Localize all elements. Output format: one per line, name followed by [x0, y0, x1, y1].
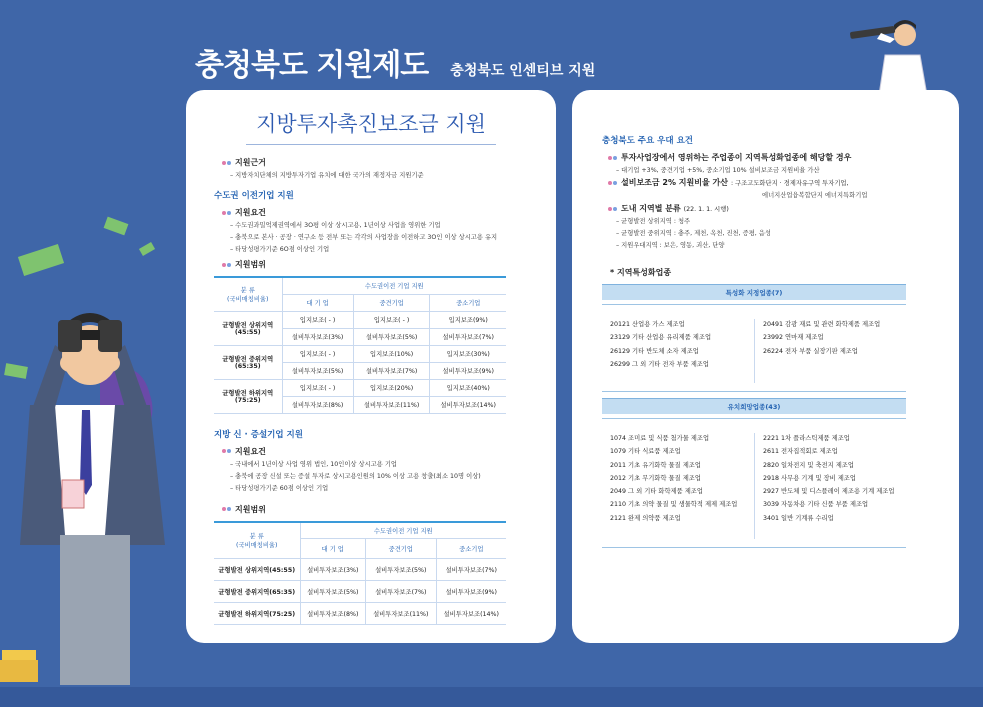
list-item: 26224 전자 부품 실장기판 제조업 — [763, 347, 858, 355]
table-row: 설비투자보조(3%) 설비투자보조(5%) 설비투자보조(7%) — [214, 328, 506, 345]
local-heading: 지방 신 · 증설기업 지원 — [214, 429, 303, 440]
attraction-box — [602, 398, 906, 548]
list-item: 2110 기초 의약 물질 및 생물학적 제제 제조업 — [610, 501, 738, 509]
panel-title: 지방투자촉진보조금 지원 — [256, 112, 486, 136]
right-panel — [572, 90, 959, 643]
local-support-table — [214, 521, 506, 626]
attraction-title: 유치희망업종(43) — [602, 398, 906, 414]
preference-2-label: 설비보조금 2% 지원비율 가산 : 구조고도화단지 · 경제자유구역 투자기업, — [608, 177, 959, 188]
table-row: 균형발전 상위지역(45:55) 설비투자보조(3%) 설비투자보조(5%) 설비투자보조(7%) — [214, 559, 506, 581]
metro-req-label: 지원요건 — [222, 207, 556, 218]
special-designated-title: 특성화 지정업종(7) — [602, 284, 906, 300]
man-with-telescope-illustration — [845, 15, 945, 95]
list-item: 2011 기초 유기화학 물질 제조업 — [610, 461, 701, 469]
region-line-1: – 균형발전 상위지역 : 청주 — [616, 218, 691, 225]
left-panel — [186, 90, 556, 643]
bottom-band — [0, 687, 983, 707]
list-item: 2049 그 외 기타 화학제품 제조업 — [610, 488, 703, 496]
list-item: 2221 1차 플라스틱제품 제조업 — [763, 435, 850, 442]
table-header-group: 분 류 (국비매칭비율) — [214, 277, 282, 311]
metro-support-table — [214, 276, 506, 414]
region-line-3: – 지원우대지역 : 보은, 영동, 괴산, 단양 — [616, 242, 725, 249]
list-item: 1079 기타 식료품 제조업 — [610, 448, 681, 456]
region-line-2: – 균형발전 중위지역 : 충주, 제천, 옥천, 진천, 증평, 음성 — [616, 230, 771, 237]
local-req-label: 지원요건 — [222, 446, 556, 457]
local-req-3: – 타당성평가기준 60점 이상인 기업 — [230, 484, 329, 492]
table-row: 설비투자보조(8%) 설비투자보조(11%) 설비투자보조(14%) — [214, 396, 506, 413]
metro-heading: 수도권 이전기업 지원 — [214, 191, 294, 201]
table-row: 균형발전 상위지역 (45:55) 입지보조( - ) 입지보조( - ) 입지보조(9%) — [214, 311, 506, 328]
local-req-1: – 국내에서 1년이상 사업 영위 법인, 10인이상 상시고용 기업 — [230, 460, 398, 468]
list-item: 20121 산업용 가스 제조업 — [610, 321, 685, 328]
list-item: 3039 자동차용 기타 신품 부품 제조업 — [763, 501, 869, 509]
page-header — [195, 40, 595, 84]
metro-req-1: – 수도권과밀억제권역에서 3O평 이상 상시고용, 1년이상 사업을 영위한 기업 — [230, 222, 441, 229]
special-industry-title: * 지역특성화업종 — [610, 268, 672, 277]
table-col-small: 중소기업 — [430, 294, 506, 311]
metro-scope-label: 지원범위 — [222, 259, 556, 270]
table-col-mid: 중견기업 — [366, 539, 437, 559]
list-item: 2820 일차전지 및 축전지 제조업 — [763, 461, 854, 469]
list-item: 26129 기타 반도체 소자 제조업 — [610, 347, 699, 355]
preference-1-label: 투자사업장에서 영위하는 주업종이 지역특성화업종에 해당할 경우 — [608, 152, 959, 163]
list-item: 26299 그 외 기타 전자 부품 제조업 — [610, 360, 709, 368]
local-scope-label: 지원범위 — [222, 504, 556, 515]
preference-2-text: 에너지산업융복합단지 에너지특화기업 — [762, 192, 868, 199]
table-col-large: 대 기 업 — [282, 294, 353, 311]
preference-3-label: 도내 지역별 분류 (22. 1. 1. 시행) — [608, 203, 959, 214]
table-row: 균형발전 중위지역 (65:35) 입지보조( - ) 입지보조(10%) 입지보조(30%) — [214, 345, 506, 362]
special-designated-box — [602, 284, 906, 392]
list-item: 2611 전자집적회로 제조업 — [763, 448, 838, 456]
list-item: 3401 일반 기계류 수리업 — [763, 514, 834, 522]
table-col-small: 중소기업 — [436, 539, 506, 559]
gold-coins-icon — [0, 650, 38, 682]
page-title: 충청북도 지원제도 — [195, 48, 429, 83]
preference-1-text: – 대기업 +3%, 중견기업 +5%, 중소기업 10% 설비보조금 지원비율 가산 — [616, 167, 820, 174]
list-item: 2927 반도체 및 디스플레이 제조용 기계 제조업 — [763, 488, 895, 496]
metro-req-3: – 타당성평가기준 6O점 이상인 기업 — [230, 246, 330, 253]
metro-req-2: – 충북으로 본사 · 공장 · 연구소 등 전부 또는 각각의 사업장을 이전하고 3O인 이상 상시고용 유지 — [230, 234, 498, 241]
table-row: 균형발전 중위지역(65:35) 설비투자보조(5%) 설비투자보조(7%) 설비투자보조(9%) — [214, 581, 506, 603]
list-item: 23992 연마재 제조업 — [763, 334, 824, 342]
list-item: 1074 조미료 및 식품 첨가물 제조업 — [610, 435, 710, 442]
preference-heading: 충청북도 주요 우대 요건 — [602, 136, 693, 146]
table-header-title: 수도권이전 기업 지원 — [282, 277, 506, 294]
local-req-2: – 충북에 공장 신설 또는 증설 투자로 상시고용인원의 10% 이상 고용 창출(최소 10명 이상) — [230, 472, 481, 480]
list-item: 2012 기초 무기화학 물질 제조업 — [610, 474, 701, 482]
list-item: 2121 완제 의약품 제조업 — [610, 514, 681, 522]
list-item: 23129 기타 산업용 유리제품 제조업 — [610, 334, 712, 342]
man-with-binoculars-illustration — [0, 215, 185, 685]
table-row: 설비투자보조(5%) 설비투자보조(7%) 설비투자보조(9%) — [214, 362, 506, 379]
table-row: 균형발전 하위지역(75:25) 설비투자보조(8%) 설비투자보조(11%) 설비투자보조(14%) — [214, 603, 506, 625]
list-item: 20491 감광 재료 및 관련 화학제품 제조업 — [763, 321, 881, 328]
basis-text: – 지방자치단체의 지방투자기업 유치에 대한 국가의 재정자금 지원기준 — [230, 172, 424, 179]
table-header-title: 수도권이전 기업 지원 — [300, 522, 506, 539]
table-col-large: 대 기 업 — [300, 539, 366, 559]
table-col-mid: 중견기업 — [353, 294, 430, 311]
list-item: 2918 사무용 기계 및 장비 제조업 — [763, 474, 856, 482]
table-header-group: 분 류 (국비매칭비율) — [214, 522, 300, 559]
basis-label: 지원근거 — [222, 157, 556, 168]
page-subtitle: 충청북도 인센티브 지원 — [450, 63, 596, 79]
table-row: 균형발전 하위지역 (75:25) 입지보조( - ) 입지보조(20%) 입지보조(40%) — [214, 379, 506, 396]
